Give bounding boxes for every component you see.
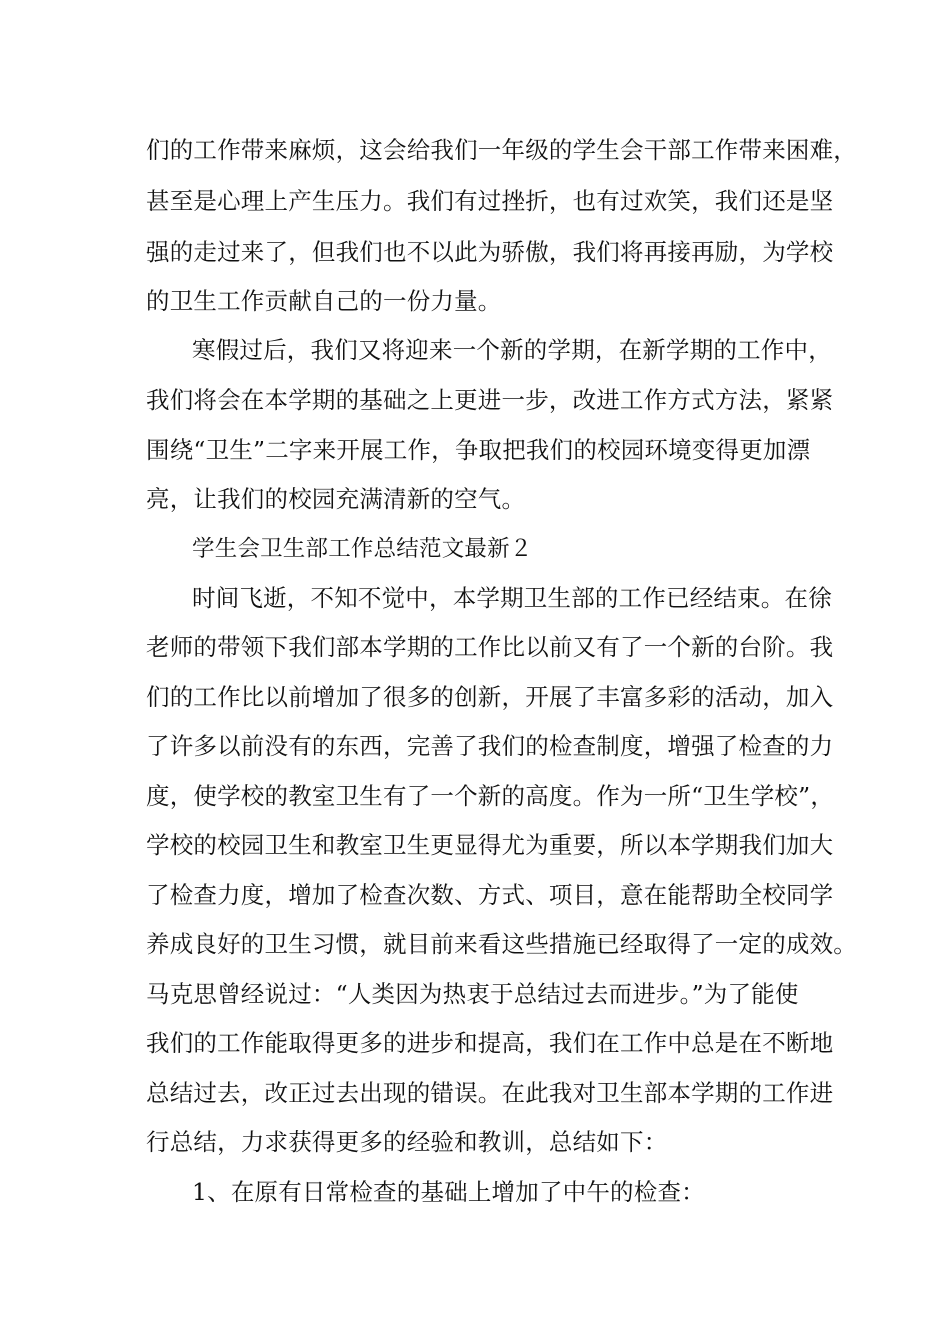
paragraph-3-line-12: 行总结，力求获得更多的经验和教训，总结如下： xyxy=(146,1128,668,1156)
section-heading: 学生会卫生部工作总结范文最新２ xyxy=(192,536,533,562)
paragraph-3-line-11: 总结过去，改正过去出现的错误。在此我对卫生部本学期的工作进 xyxy=(146,1079,834,1107)
paragraph-3-line-6: 学校的校园卫生和教室卫生更显得尤为重要，所以本学期我们加大 xyxy=(146,831,834,859)
list-item-1: 1、在原有日常检查的基础上增加了中午的检查： xyxy=(192,1178,705,1206)
paragraph-2-line-2: 我们将会在本学期的基础之上更进一步，改进工作方式方法，紧紧 xyxy=(146,386,834,414)
paragraph-3-line-5: 度，使学校的教室卫生有了一个新的高度。作为一所“卫生学校”， xyxy=(146,782,835,810)
paragraph-3-line-3: 们的工作比以前增加了很多的创新，开展了丰富多彩的活动，加入 xyxy=(146,683,834,711)
paragraph-3-line-9: 马克思曾经说过：“人类因为热衷于总结过去而进步。”为了能使 xyxy=(146,980,799,1008)
paragraph-2-line-3: 围绕“卫生”二字来开展工作，争取把我们的校园环境变得更加漂 xyxy=(146,436,811,464)
paragraph-1-line-4: 的卫生工作贡献自己的一份力量。 xyxy=(146,287,502,315)
paragraph-2-line-4: 亮，让我们的校园充满清新的空气。 xyxy=(146,485,526,513)
paragraph-3-line-8: 养成良好的卫生习惯，就目前来看这些措施已经取得了一定的成效。 xyxy=(146,930,857,958)
paragraph-3-line-7: 了检查力度，增加了检查次数、方式、项目，意在能帮助全校同学 xyxy=(146,881,834,909)
paragraph-3-line-1: 时间飞逝，不知不觉中，本学期卫生部的工作已经结束。在徐 xyxy=(192,584,832,612)
paragraph-1-line-1: 们的工作带来麻烦，这会给我们一年级的学生会干部工作带来困难， xyxy=(146,136,857,164)
paragraph-3-line-4: 了许多以前没有的东西，完善了我们的检查制度，增强了检查的力 xyxy=(146,732,834,760)
paragraph-2-line-1: 寒假过后，我们又将迎来一个新的学期，在新学期的工作中， xyxy=(192,336,832,364)
paragraph-3-line-2: 老师的带领下我们部本学期的工作比以前又有了一个新的台阶。我 xyxy=(146,633,834,661)
paragraph-3-line-10: 我们的工作能取得更多的进步和提高，我们在工作中总是在不断地 xyxy=(146,1029,834,1057)
paragraph-1-line-2: 甚至是心理上产生压力。我们有过挫折，也有过欢笑，我们还是坚 xyxy=(146,187,834,215)
paragraph-1-line-3: 强的走过来了，但我们也不以此为骄傲，我们将再接再励，为学校 xyxy=(146,238,834,266)
